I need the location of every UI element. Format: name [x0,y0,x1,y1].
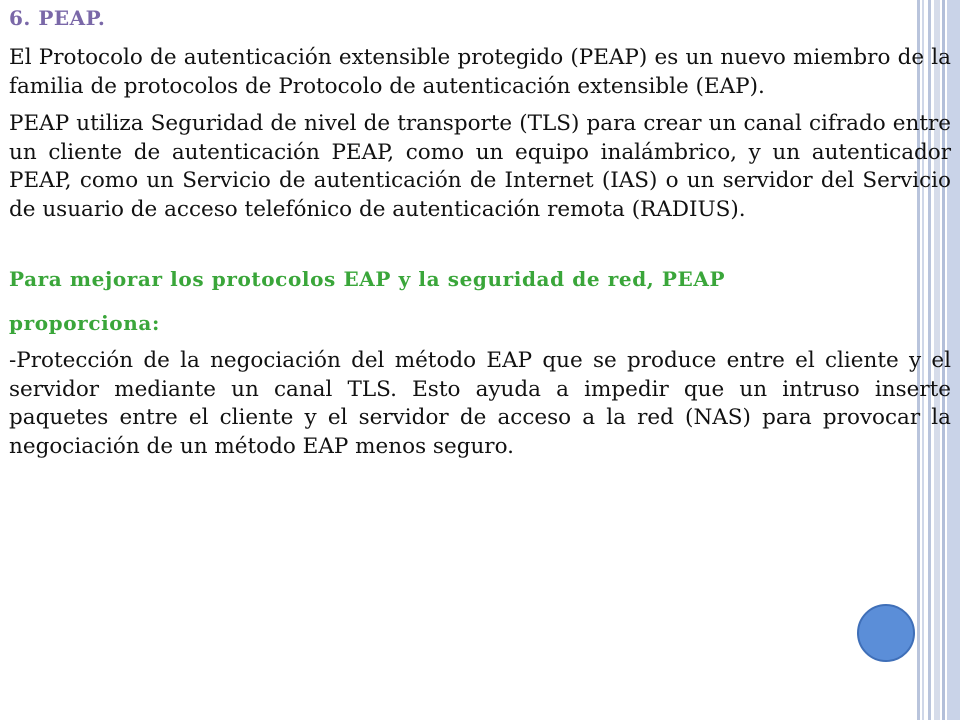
highlight-line-1: Para mejorar los protocolos EAP y la seguridad de red, PEAP [9,267,726,291]
paragraph-protection: -Protección de la negociación del método EAP que se produce entre el cliente y el servidor mediante un canal TLS. Esto ayuda a impedir que un intruso inserte paquetes entre el cliente y el servidor de acceso a la red (NAS) para provocar la negociación de un método EAP menos seguro. [9,348,951,459]
decorative-circle [857,604,915,662]
slide-content [9,6,951,470]
paragraph-tls: PEAP utiliza Seguridad de nivel de transporte (TLS) para crear un canal cifrado entre un cliente de autenticación PEAP, como un equipo inalámbrico, y un autenticador PEAP, como un Servicio de autenticación de Internet (IAS) o un servidor del Servicio de usuario de acceso telefónico de autenticación remota (RADIUS). [9,111,951,222]
slide-heading: 6. PEAP. [9,6,106,30]
paragraph-intro: El Protocolo de autenticación extensible protegido (PEAP) es un nuevo miembro de la familia de protocolos de Protocolo de autenticación extensible (EAP). [9,45,951,99]
highlight-line-2: proporciona: [9,311,160,335]
